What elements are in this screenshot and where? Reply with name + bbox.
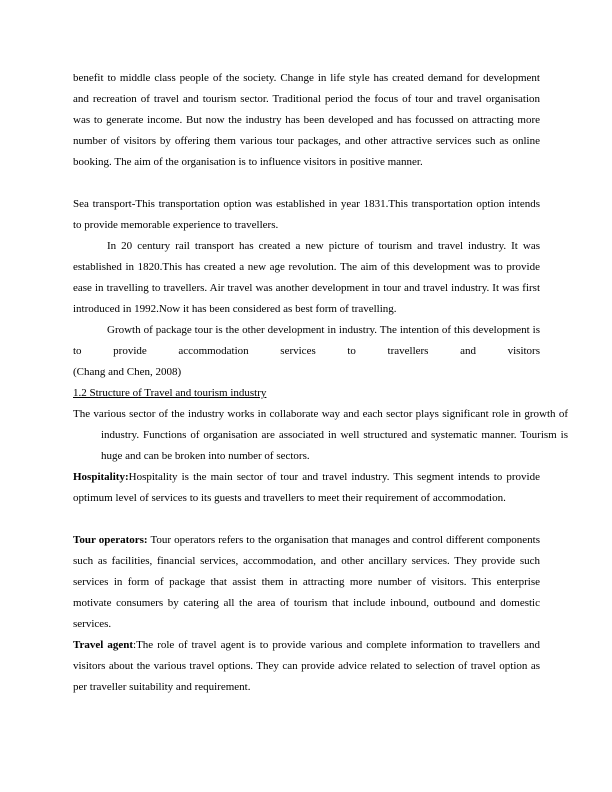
- paragraph-travel-agent: [73, 635, 540, 698]
- paragraph-structure-intro: The various sector of the industry works in collaborate way and each sector plays significant role in growth of industry. Functions of organisation are associated in well structured and systematic manner. Tourism is huge and can be broken into number of sectors.: [73, 408, 568, 462]
- travel-agent-text: :The role of travel agent is to provide various and complete information to travellers and visitors about the various travel options. They can provide advice related to selection of travel option as per traveller suitability and requirement.: [73, 639, 540, 693]
- paragraph-sea-transport: Sea transport-This transportation option was established in year 1831.This transportation option intends to provide memorable experience to travellers.: [73, 198, 540, 231]
- hospitality-term: Hospitality:: [73, 471, 129, 483]
- travel-agent-term: Travel agent: [73, 639, 134, 651]
- section-heading: [73, 383, 540, 404]
- tour-operators-term: Tour operators:: [73, 534, 148, 546]
- paragraph-package-tour: Growth of package tour is the other development in industry. The intention of this development is to provide accommodation services to travellers and visitors: [73, 324, 540, 357]
- citation: (Chang and Chen, 2008): [73, 366, 182, 378]
- tour-operators-text: Tour operators refers to the organisation that manages and control different components such as facilities, financial services, accommodation, and other ancillary services. They provide such services in form of package that assist them in attracting more number of visitors. This enterprise motivate consumers by catering all the area of tourism that include inbound, outbound and domestic services.: [73, 534, 540, 630]
- paragraph-hospitality: [73, 467, 540, 509]
- paragraph-rail-air-transport: In 20 century rail transport has created a new picture of tourism and travel industry. It was established in 1820.This has created a new age revolution. The aim of this development was to provide ease in travelling to travellers. Air travel was another development in tour and travel industry. It was first introduced in 1992.Now it has been considered as best form of travelling.: [73, 240, 540, 315]
- section-heading-text: 1.2 Structure of Travel and tourism industry: [73, 387, 267, 399]
- paragraph-tour-operators: [73, 530, 540, 635]
- hospitality-text: Hospitality is the main sector of tour and travel industry. This segment intends to provide optimum level of services to its guests and travellers to meet their requirement of accommodation.: [73, 471, 540, 504]
- paragraph-travel-development: benefit to middle class people of the society. Change in life style has created demand for development and recreation of travel and tourism sector. Traditional period the focus of tour and travel organisation was to generate income. But now the industry has been developed and has focussed on attracting more number of visitors by offering them various tour packages, and other attractive services such as online booking. The aim of the organisation is to influence visitors in positive manner.: [73, 72, 540, 168]
